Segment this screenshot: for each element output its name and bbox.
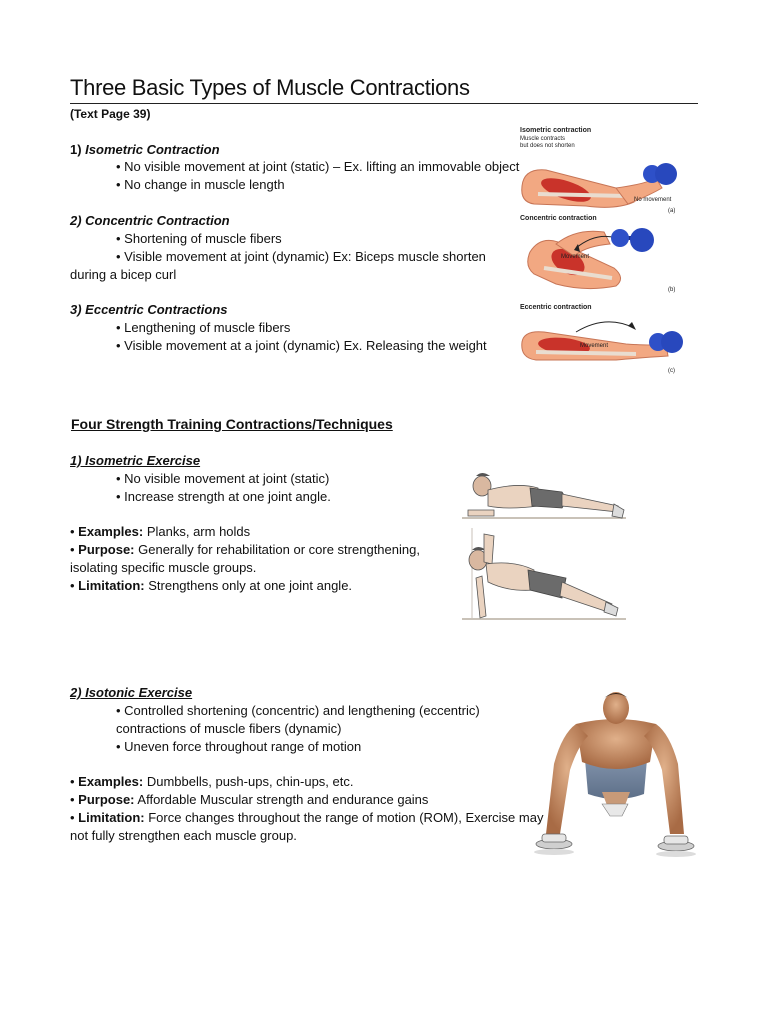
figure-c-label: Movement xyxy=(580,343,609,349)
isotonic-exercise-limitation: • Limitation: Force changes throughout the range of motion (ROM), Exercise may xyxy=(70,810,544,825)
isotonic-exercise-heading: 2) Isotonic Exercise xyxy=(70,685,193,700)
figure-b-label: Movement xyxy=(561,254,590,260)
muscle-contraction-figure xyxy=(516,124,696,382)
isometric-exercise-purpose: • Purpose: Generally for rehabilitation or core strengthening, xyxy=(70,542,420,557)
isometric-exercise-line-2: • Increase strength at one joint angle. xyxy=(116,489,331,504)
text-page-ref: (Text Page 39) xyxy=(70,107,151,121)
isometric-exercise-heading: 1) Isometric Exercise xyxy=(70,453,201,468)
isometric-exercise-examples: • Examples: Planks, arm holds xyxy=(70,524,251,539)
eccentric-contraction-line-2: • Visible movement at a joint (dynamic) Ex. Releasing the weight xyxy=(116,338,487,353)
figure-a-tag: (a) xyxy=(668,208,676,214)
isotonic-exercise-limitation-wrap: not fully strengthen each muscle group. xyxy=(70,828,297,843)
figure-a-sub1: Muscle contracts xyxy=(520,136,566,142)
figure-b-tag: (b) xyxy=(668,287,676,293)
eccentric-arm-illustration xyxy=(516,314,696,370)
figure-c-tag: (c) xyxy=(668,368,675,374)
isometric-exercise-purpose-wrap: isolating specific muscle groups. xyxy=(70,560,257,575)
plank-illustration xyxy=(458,466,634,626)
concentric-contraction-heading: 2) Concentric Contraction xyxy=(70,213,230,228)
pushup-photo xyxy=(532,684,700,862)
eccentric-contraction-heading: 3) Eccentric Contractions xyxy=(70,302,228,317)
section-title-strength-training: Four Strength Training Contractions/Techniques xyxy=(71,416,393,432)
figure-a-title: Isometric contraction xyxy=(520,127,592,134)
figure-a-sub2: but does not shorten xyxy=(520,143,575,149)
isometric-contraction-heading: 1) Isometric Contraction xyxy=(70,142,220,157)
isometric-contraction-line-2: • No change in muscle length xyxy=(116,177,285,192)
isotonic-exercise-line-3: • Uneven force throughout range of motion xyxy=(116,739,362,754)
concentric-contraction-line-1: • Shortening of muscle fibers xyxy=(116,231,282,246)
concentric-arm-illustration xyxy=(516,222,696,294)
isometric-exercise-limitation: • Limitation: Strengthens only at one joint angle. xyxy=(70,578,353,593)
figure-a-label: No movement xyxy=(634,197,672,203)
figure-b-title: Concentric contraction xyxy=(520,215,597,222)
isotonic-exercise-examples: • Examples: Dumbbells, push-ups, chin-ups, etc. xyxy=(70,774,354,789)
page-title: Three Basic Types of Muscle Contractions xyxy=(70,75,470,100)
isotonic-exercise-line-1: • Controlled shortening (concentric) and lengthening (eccentric) xyxy=(116,703,480,718)
eccentric-contraction-line-1: • Lengthening of muscle fibers xyxy=(116,320,291,335)
concentric-contraction-line-2: • Visible movement at joint (dynamic) Ex: Biceps muscle shorten xyxy=(116,249,486,264)
isometric-contraction-line-1: • No visible movement at joint (static) – Ex. lifting an immovable object xyxy=(116,159,520,174)
concentric-contraction-wrap: during a bicep curl xyxy=(70,267,177,282)
figure-c-title: Eccentric contraction xyxy=(520,304,592,311)
isometric-exercise-line-1: • No visible movement at joint (static) xyxy=(116,471,330,486)
isotonic-exercise-purpose: • Purpose: Affordable Muscular strength and endurance gains xyxy=(70,792,429,807)
title-rule xyxy=(70,103,698,104)
isotonic-exercise-line-2: contractions of muscle fibers (dynamic) xyxy=(116,721,342,736)
